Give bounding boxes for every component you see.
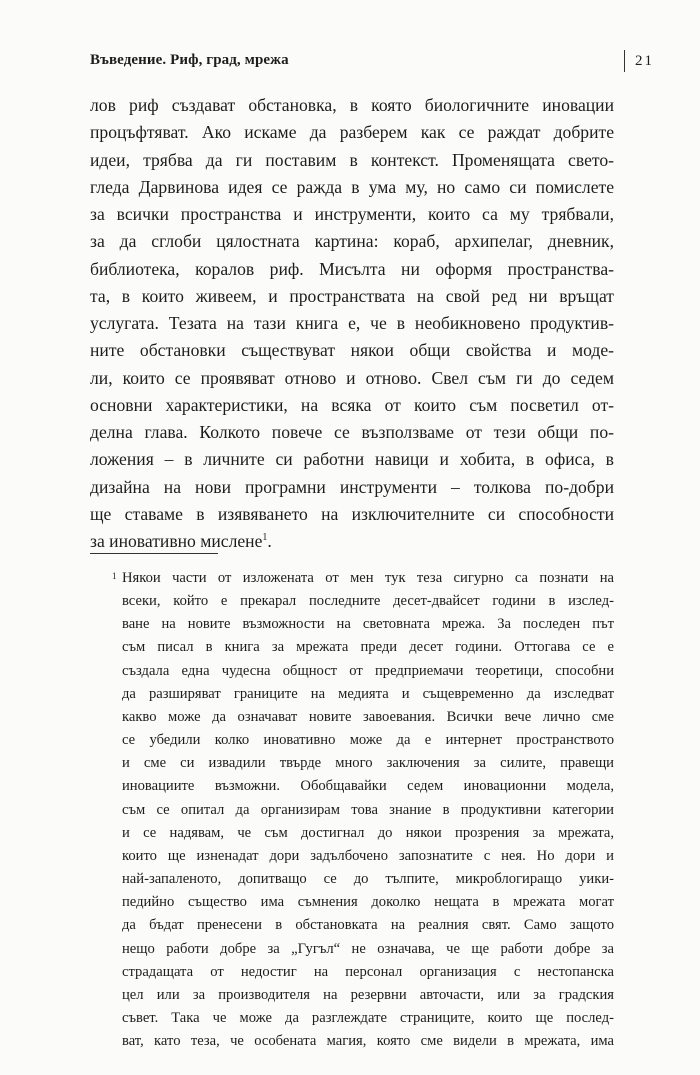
text-line: за всички пространства и инструменти, които са му трябвали, <box>90 204 614 224</box>
text-line: услугата. Тезата на тази книга е, че в необикновено продуктив- <box>90 313 614 333</box>
footnote-line: страдащата от недостиг на персонал организация с нестопанска <box>122 963 614 980</box>
footnote-divider <box>90 553 218 554</box>
text-line: за да сглоби цялостната картина: кораб, архипелаг, дневник, <box>90 231 614 252</box>
text-line: ще ставаме в изявяването на изключителните си способности <box>90 503 614 524</box>
footnote-line: цел или за производителя на резервни авточасти, или за градския <box>122 986 614 1003</box>
footnote-line: съвет. Така че може да разглеждате страниците, които ще послед- <box>122 1009 614 1026</box>
text-line: ложения – в личните си работни навици и хобита, в офиса, в <box>90 449 614 470</box>
footnote <box>90 567 614 1053</box>
footnote-line: ват, като теза, че особената магия, която сме видели в мрежата, има <box>122 1033 614 1050</box>
footnote-line: създала една чудесна общност от предприемачи теоретици, способни <box>122 662 614 679</box>
text-line: библиотека, коралов риф. Мисълта ни оформя пространства- <box>90 258 614 279</box>
text-line: гледа Дарвинова идея се ражда в ума му, но само си помислете <box>90 176 614 197</box>
text-line-last: за иновативно мислене$^1$. <box>90 531 272 551</box>
footnote-line: ване на новите възможности на световната мрежа. За последен път <box>122 616 614 633</box>
text-line: ните обстановки съществуват някои общи свойства и моде- <box>90 340 614 361</box>
footnote-line: и сме си извадили твърде много заключения за силите, правещи <box>122 755 614 772</box>
footnote-line: които ще изненадат дори задълбочено запознатите с нея. Но дори и <box>122 847 614 864</box>
footnote-line: иновациите възможни. Обобщавайки седем иновационни модела, <box>122 778 614 795</box>
footnote-line: съм писал в книга за мрежата преди десет години. Оттогава се е <box>122 639 614 656</box>
text-line: лов риф създават обстановка, в която биологичните иновации <box>90 95 614 115</box>
text-line-last-content: за иновативно мислене <box>90 531 263 551</box>
footnote-line: съм се опитал да организирам това знание в продуктивни категории <box>122 801 614 818</box>
footnote-line: да бъдат пренесени в обстановката на реалния свят. Само защото <box>122 917 614 934</box>
main-text <box>90 92 614 555</box>
footnote-line: 1 Някои части от изложената от мен тук теза сигурно са познати на <box>112 570 614 586</box>
text-line: та, в които живеем, и пространствата на свой ред ни връщат <box>90 285 614 306</box>
footnote-line: да разширяват границите на медията и същевременно да изследват <box>122 685 614 702</box>
text-line: ли, които се проявяват отново и отново. Свел съм ги до седем <box>90 367 614 388</box>
text-line: делна глава. Колкото повече се възползваме от тези общи по- <box>90 422 614 442</box>
page-number: 21 <box>624 50 654 72</box>
text-line: идеи, трябва да ги поставим в контекст. Променящата свето- <box>90 149 614 170</box>
footnote-line-text: Някои части от изложената от мен тук теза сигурно са познати на <box>122 570 614 586</box>
text-line: основни характеристики, на всяка от които съм посветил от- <box>90 394 614 415</box>
page-header <box>90 52 654 76</box>
footnote-reference: 1 <box>262 532 268 544</box>
footnote-line: най-запаленото, допитващо се до тълпите, микроблогиращо уики- <box>122 871 614 888</box>
footnote-line: какво може да означават новите завоевания. Всички вече лично сме <box>122 708 614 725</box>
footnote-line: всеки, който е прекарал последните десет-двайсет години в изслед- <box>122 593 614 610</box>
running-title: Въведение. Риф, град, мрежа <box>90 52 289 68</box>
text-line: дизайна на нови програмни инструменти – толкова по-добри <box>90 476 614 497</box>
footnote-line: нещо работи добре за „Гугъл“ не означава, че ще работи добре за <box>122 940 614 957</box>
footnote-line: педийно същество има съмнения доколко нещата в мрежата могат <box>122 894 614 911</box>
footnote-line: и се надявам, че съм достигнал до някои прозрения за мрежата, <box>122 824 614 841</box>
footnote-line: се убедили колко иновативно може да е интернет пространството <box>122 732 614 749</box>
text-line: процъфтяват. Ако искаме да разберем как се раждат добрите <box>90 122 614 143</box>
